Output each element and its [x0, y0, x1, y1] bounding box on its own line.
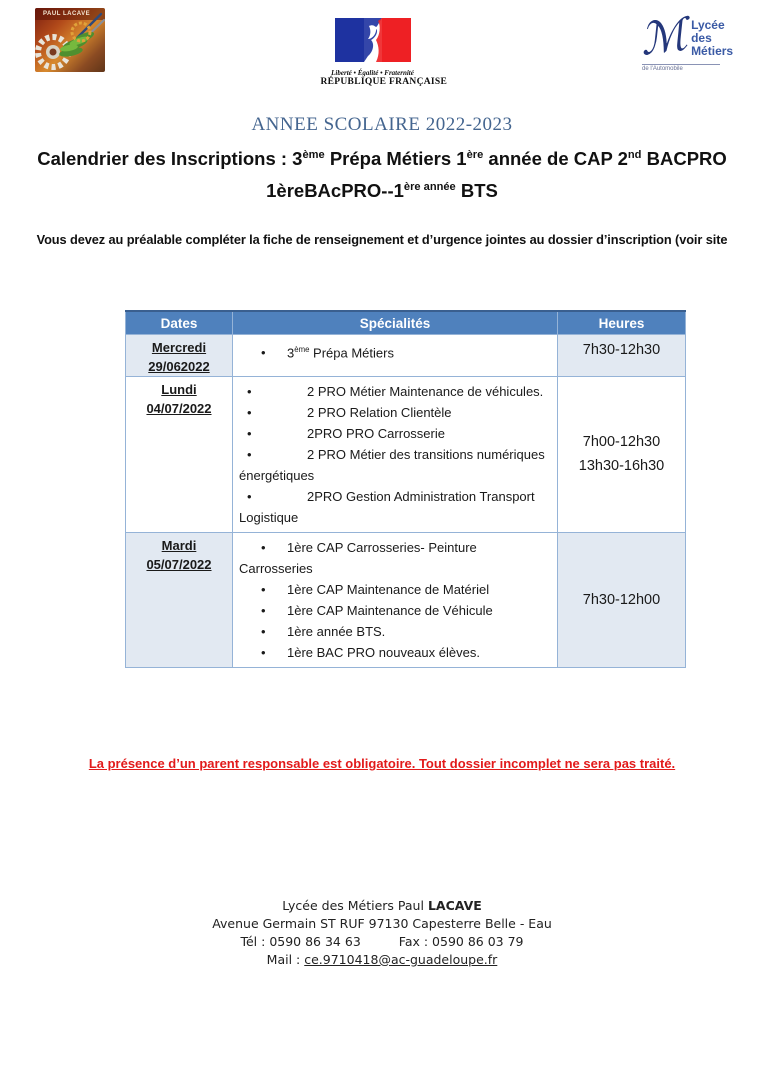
prerequisite-notice: Vous devez au préalable compléter la fiche de renseignement et d’urgence jointes au dossier d’inscription (voir site — [36, 232, 728, 248]
footer-mail-label: Mail : — [266, 951, 305, 967]
bullet-icon: • — [261, 581, 266, 597]
specialite-item: • 1ère CAP Maintenance de Véhicule — [239, 600, 551, 621]
republique-francaise-logo — [320, 18, 448, 87]
specialite-item: • 2 PRO Métier Maintenance de véhicules. — [239, 381, 551, 402]
bullet-icon: • — [247, 446, 252, 462]
specialite-item: • 1ère CAP Maintenance de Matériel — [239, 579, 551, 600]
school-logo-caption: PAUL LACAVE — [43, 11, 91, 17]
table-row — [126, 532, 686, 667]
column-header-specialites: Spécialités — [233, 311, 558, 334]
calendar-heading-line1: Calendrier des Inscriptions : 3ème Prépa Métiers 1ère année de CAP 2nd BACPRO — [37, 148, 727, 170]
table-row — [126, 334, 686, 376]
calendar-heading — [0, 141, 764, 205]
specialite-item: • 2PRO Gestion Administration Transport Logistique — [239, 486, 551, 528]
hours-line: 7h30-12h00 — [582, 591, 661, 608]
date-cell — [126, 334, 233, 376]
hours-cell — [558, 532, 686, 667]
bullet-icon: • — [247, 425, 252, 441]
school-logo-art — [35, 8, 105, 72]
french-flag-icon — [335, 18, 411, 62]
lycee-logo-name: Lycée des Métiers — [691, 17, 734, 58]
hours-line: 7h00-12h30 — [582, 434, 661, 451]
calendar-heading-line2: $1èreBAcPRO--1^{ère année}$ BTS — [266, 180, 498, 202]
specialite-item: • 2 PRO Relation Clientèle — [239, 402, 551, 423]
lycee-des-metiers-logo — [636, 8, 742, 72]
parent-presence-warning: La présence d’un parent responsable est obligatoire. Tout dossier incomplet ne sera pas traité. — [88, 755, 676, 771]
rf-name: RÉPUBLIQUE FRANÇAISE — [320, 77, 448, 87]
bullet-icon: • — [261, 602, 266, 618]
bullet-icon: • — [261, 623, 266, 639]
footer-school-name — [0, 897, 764, 915]
bullet-icon: • — [247, 404, 252, 420]
hours-line: 13h30-16h30 — [578, 458, 665, 475]
contact-footer — [0, 897, 764, 969]
footer-school-name-bold: LACAVE — [427, 897, 482, 913]
rf-motto: Liberté • Égalité • Fraternité — [331, 69, 414, 77]
hours-cell — [558, 334, 686, 376]
date-cell — [126, 376, 233, 532]
inscriptions-table — [125, 310, 686, 668]
date-line: Mercredi — [151, 339, 207, 355]
footer-address: Avenue Germain ST RUF 97130 Capesterre Belle - Eau — [212, 915, 552, 931]
specialite-item: • 1ère année BTS. — [239, 621, 551, 642]
specialites-cell — [233, 532, 558, 667]
bullet-icon: • — [247, 383, 252, 399]
footer-phone-line — [0, 933, 764, 951]
table-row — [126, 376, 686, 532]
date-line: 29/062022 — [148, 358, 210, 374]
specialite-item: • 3ème Prépa Métiers — [239, 339, 551, 363]
footer-fax: Fax : 0590 86 03 79 — [398, 933, 524, 949]
specialites-cell — [233, 334, 558, 376]
footer-mail-line — [0, 951, 764, 969]
footer-school-name-prefix: Lycée des Métiers Paul — [282, 897, 428, 913]
specialite-item: • 1ère CAP Carrosseries- Peinture Carrosseries — [239, 537, 551, 579]
specialite-item: • 2PRO PRO Carrosserie — [239, 423, 551, 444]
footer-email-link[interactable]: ce.9710418@ac-guadeloupe.fr — [304, 951, 498, 967]
specialites-cell — [233, 376, 558, 532]
bullet-icon: • — [261, 644, 266, 660]
date-line: Mardi — [161, 537, 197, 553]
school-logo — [35, 8, 105, 72]
hours-cell — [558, 376, 686, 532]
footer-tel: Tél : 0590 86 34 63 — [240, 933, 361, 949]
lycee-logo-subtitle: de l'Automobile — [642, 64, 720, 72]
bullet-icon: • — [261, 539, 266, 555]
column-header-dates: Dates — [126, 311, 233, 334]
bullet-icon: • — [261, 345, 266, 361]
specialite-item: • 2 PRO Métier des transitions numériques énergétiques — [239, 444, 551, 486]
school-year-title: ANNEE SCOLAIRE 2022-2023 — [251, 114, 513, 135]
table-header-row — [126, 311, 686, 334]
date-line: Lundi — [161, 381, 197, 397]
date-line: 05/07/2022 — [146, 556, 212, 572]
hours-line: 7h30-12h30 — [582, 341, 661, 358]
date-cell — [126, 532, 233, 667]
column-header-heures: Heures — [558, 311, 686, 334]
bullet-icon: • — [247, 488, 252, 504]
specialite-item: • 1ère BAC PRO nouveaux élèves. — [239, 642, 551, 663]
logos-header — [0, 0, 764, 100]
lycee-script-m-icon: ℳ — [636, 8, 691, 67]
date-line: 04/07/2022 — [146, 400, 212, 416]
